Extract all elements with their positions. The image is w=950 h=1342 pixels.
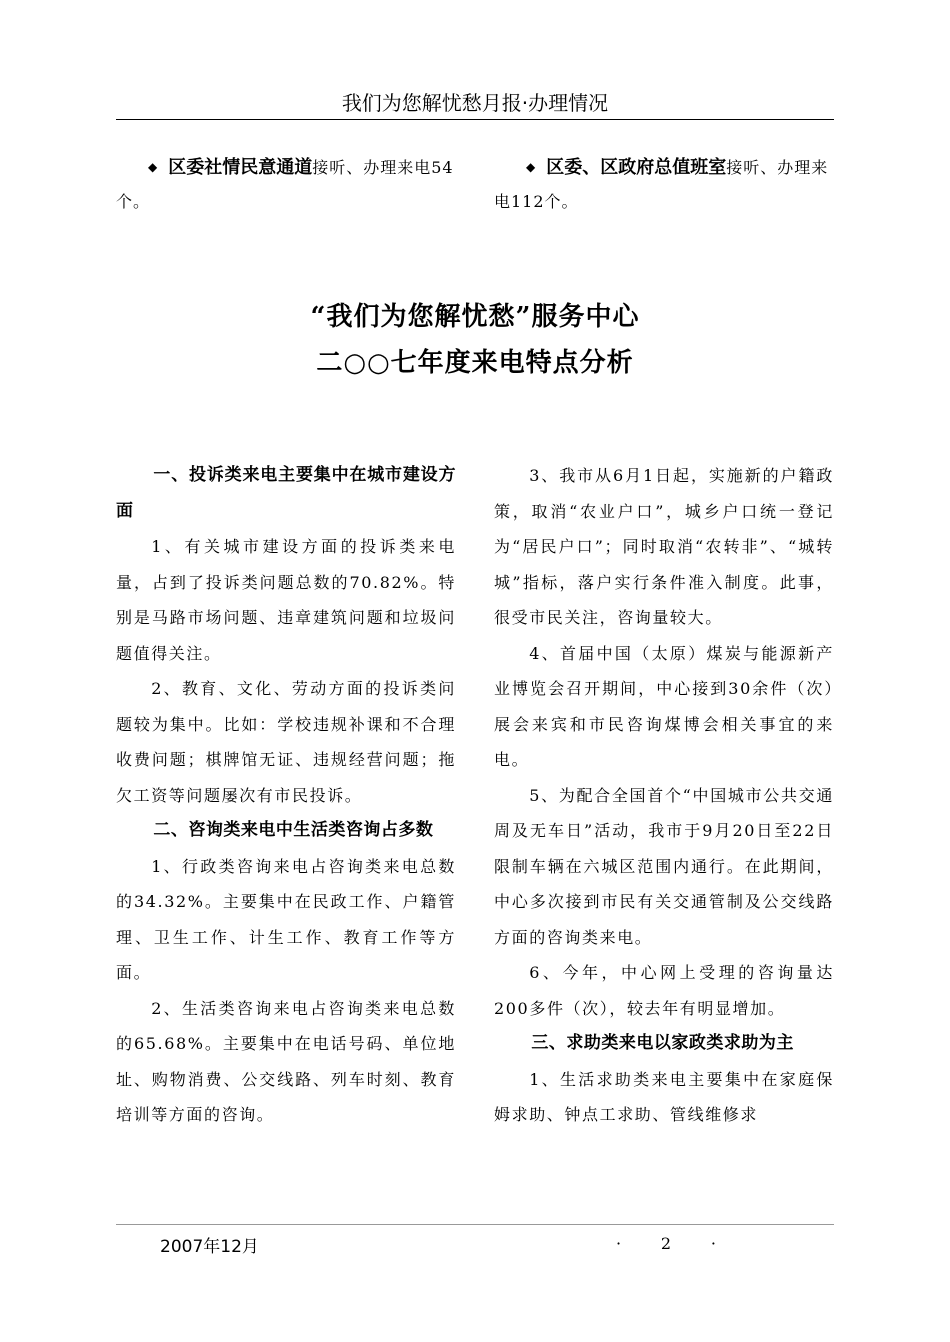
paragraph: 2、教育、文化、劳动方面的投诉类问题较为集中。比如：学校违规补课和不合理收费问题；棋牌馆无证、违规经营问题；拖欠工资等问题屡次有市民投诉。 (116, 679, 456, 805)
article-title-line1: “我们为您解忧愁”服务中心 (310, 302, 640, 332)
paragraph: 1、行政类咨询来电占咨询类来电总数的34.32%。主要集中在民政工作、户籍管理、卫生工作、计生工作、教育工作等方面。 (116, 856, 456, 982)
page-number: 2 (660, 1234, 672, 1253)
footer-date: 2007年12月 (160, 1237, 259, 1257)
page-header-title: 我们为您解忧愁月报·办理情况 (341, 91, 609, 115)
page-dot-right: · (710, 1234, 716, 1253)
paragraph: 2、生活类咨询来电占咨询类来电总数的65.68%。主要集中在电话号码、单位地址、购物消费、公交线路、列车时刻、教育培训等方面的咨询。 (116, 998, 456, 1124)
paragraph: 5、为配合全国首个“中国城市公共交通周及无车日”活动，我市于9月20日至22日限制车辆在六城区范围内通行。在此期间，中心多次接到市民有关交通管制及公交线路方面的咨询类来电。 (494, 785, 834, 947)
intro-left-name: 区委社情民意通道 (168, 157, 313, 178)
section-heading: 三、求助类来电以家政类求助为主 (531, 1033, 794, 1053)
page-number-block (616, 1234, 716, 1253)
header-divider (116, 119, 834, 120)
diamond-bullet-icon: ◆ (148, 160, 159, 174)
intro-right (494, 150, 834, 219)
article-title-line2: 二○○七年度来电特点分析 (316, 348, 634, 378)
diamond-bullet-icon: ◆ (526, 160, 537, 174)
paragraph: 1、有关城市建设方面的投诉类来电量，占到了投诉类问题总数的70.82%。特别是马路市场问题、违章建筑问题和垃圾问题值得关注。 (116, 537, 456, 663)
right-column (494, 458, 834, 1133)
footer-divider (116, 1224, 834, 1225)
section-heading: 一、投诉类来电主要集中在城市建设方面 (116, 465, 456, 521)
paragraph: 1、生活求助类来电主要集中在家庭保姆求助、钟点工求助、管线维修求 (494, 1069, 834, 1124)
paragraph: 3、我市从6月1日起，实施新的户籍政策，取消“农业户口”，城乡户口统一登记为“居民户口”；同时取消“农转非”、“城转城”指标，落户实行条件准入制度。此事，很受市民关注，咨询量较大。 (494, 466, 834, 627)
intro-left (116, 150, 456, 219)
paragraph: 6、今年，中心网上受理的咨询量达200多件（次），较去年有明显增加。 (494, 963, 834, 1018)
page-dot-left: · (616, 1234, 622, 1253)
intro-right-name: 区委、区政府总值班室 (546, 157, 727, 178)
intro-right-text: 接听、办理来电112个。 (494, 158, 829, 211)
left-column (116, 458, 456, 1133)
section-heading: 二、咨询类来电中生活类咨询占多数 (153, 820, 434, 840)
intro-left-text: 接听、办理来电54个。 (116, 158, 454, 211)
paragraph: 4、首届中国（太原）煤炭与能源新产业博览会召开期间，中心接到30余件（次）展会来宾和市民咨询煤博会相关事宜的来电。 (494, 643, 834, 769)
